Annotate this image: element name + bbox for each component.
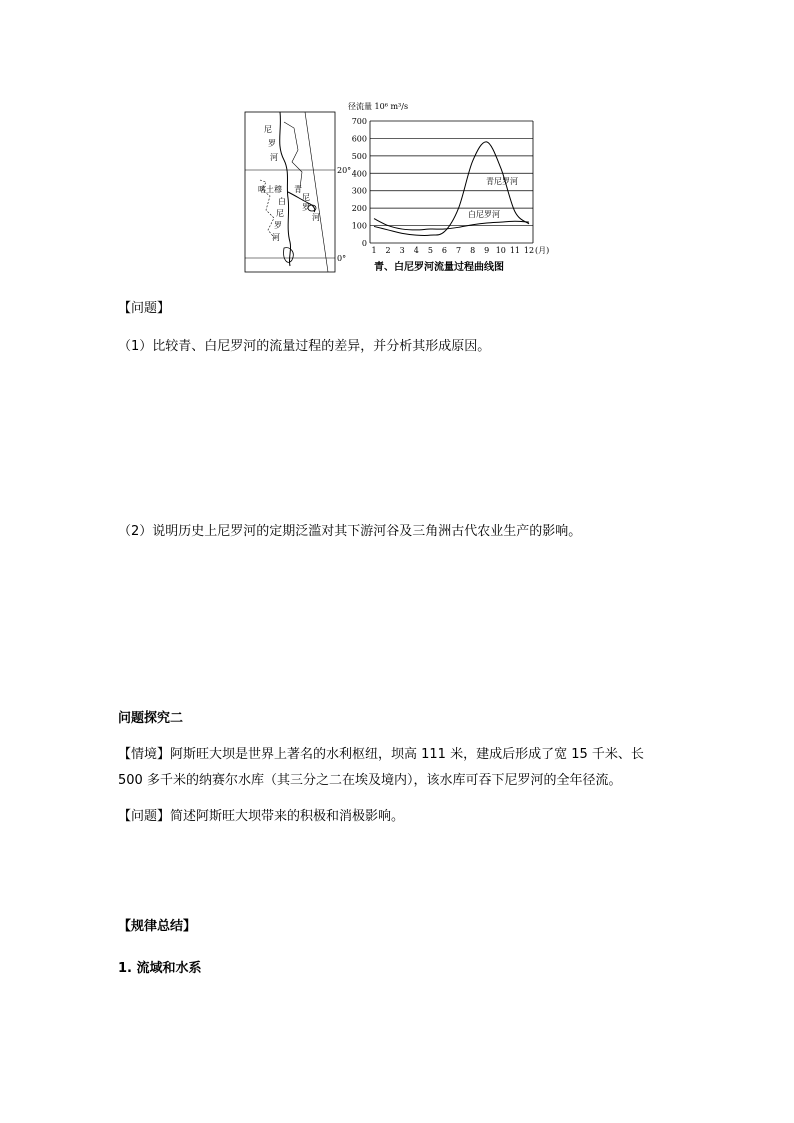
- y-tick-label: 400: [351, 169, 367, 179]
- y-tick-label: 300: [351, 186, 367, 196]
- x-tick-label: 11: [509, 246, 521, 255]
- map-label: 白: [278, 197, 286, 206]
- chart-y-axis-label: 径流量 10⁶ m³/s: [348, 102, 409, 111]
- x-tick-label: 8: [470, 246, 476, 255]
- summary-title: 【规律总结】: [118, 919, 197, 934]
- figure-caption: 青、白尼罗河流量过程曲线图: [374, 262, 504, 273]
- x-tick-label: 2: [385, 246, 391, 255]
- context-line-2: 500 多千米的纳赛尔水库（其三分之二在埃及境内），该水库可吞下尼罗河的全年径流。: [118, 773, 622, 788]
- question-3: 【问题】简述阿斯旺大坝带来的积极和消极影响。: [118, 809, 405, 824]
- map-label: 尼: [264, 125, 272, 134]
- question-1: （1）比较青、白尼罗河的流量过程的差异，并分析其形成原因。: [118, 339, 491, 354]
- x-tick-label: 4: [413, 246, 419, 255]
- map-label: 青: [294, 185, 302, 194]
- y-tick-label: 700: [351, 117, 367, 126]
- x-tick-label: 1: [371, 246, 377, 255]
- question-heading: 【问题】: [118, 301, 171, 316]
- y-tick-label: 200: [351, 204, 367, 214]
- y-tick-label: 600: [351, 134, 367, 144]
- x-tick-label: 5: [427, 246, 433, 255]
- y-tick-label: 100: [351, 221, 367, 231]
- x-tick-label: 10: [495, 246, 506, 255]
- series-label-white-nile: 白尼罗河: [468, 210, 500, 219]
- x-tick-label: 9: [484, 246, 490, 255]
- x-tick-label: 7: [455, 246, 462, 255]
- y-tick-label: 500: [351, 151, 367, 161]
- map-label: 罗: [302, 203, 310, 212]
- map-label: 尼: [302, 193, 310, 202]
- map-label: 尼: [276, 209, 284, 218]
- chart-x-ticks: [371, 246, 549, 255]
- summary-item-1: 1. 流域和水系: [118, 961, 202, 976]
- figure: [240, 100, 560, 280]
- context-line-1: 【情境】阿斯旺大坝是世界上著名的水利枢纽，坝高 111 米，建成后形成了宽 15 千米、长: [118, 747, 644, 762]
- map-label: 河: [312, 213, 320, 222]
- border-line: [284, 122, 302, 188]
- map-label: 罗: [268, 139, 276, 148]
- y-tick-label: 0: [361, 239, 367, 248]
- x-axis-label: (月): [535, 246, 550, 255]
- series-label-blue-nile: 青尼罗河: [486, 177, 518, 186]
- x-tick-label: 6: [441, 246, 448, 255]
- lake-victoria: [284, 248, 294, 263]
- map-label: 河: [270, 153, 278, 162]
- figure-svg: [240, 100, 560, 280]
- coastline-red-sea: [305, 112, 328, 272]
- map-label-khartoum: 喀土穆: [258, 185, 282, 194]
- x-tick-label: 3: [399, 246, 405, 255]
- series-line-white-nile: [374, 219, 529, 230]
- flow-chart: [348, 101, 549, 255]
- map-label: 河: [272, 233, 280, 242]
- latitude-label-20: 20°: [337, 166, 352, 175]
- latitude-label-0: 0°: [337, 254, 347, 263]
- section-title: 问题探究二: [118, 711, 184, 726]
- map-label: 罗: [274, 221, 282, 230]
- question-2: （2）说明历史上尼罗河的定期泛滥对其下游河谷及三角洲古代农业生产的影响。: [118, 524, 582, 539]
- chart-y-ticks: [352, 117, 367, 248]
- x-tick-label: 12: [523, 246, 535, 255]
- nile-map: [245, 112, 351, 272]
